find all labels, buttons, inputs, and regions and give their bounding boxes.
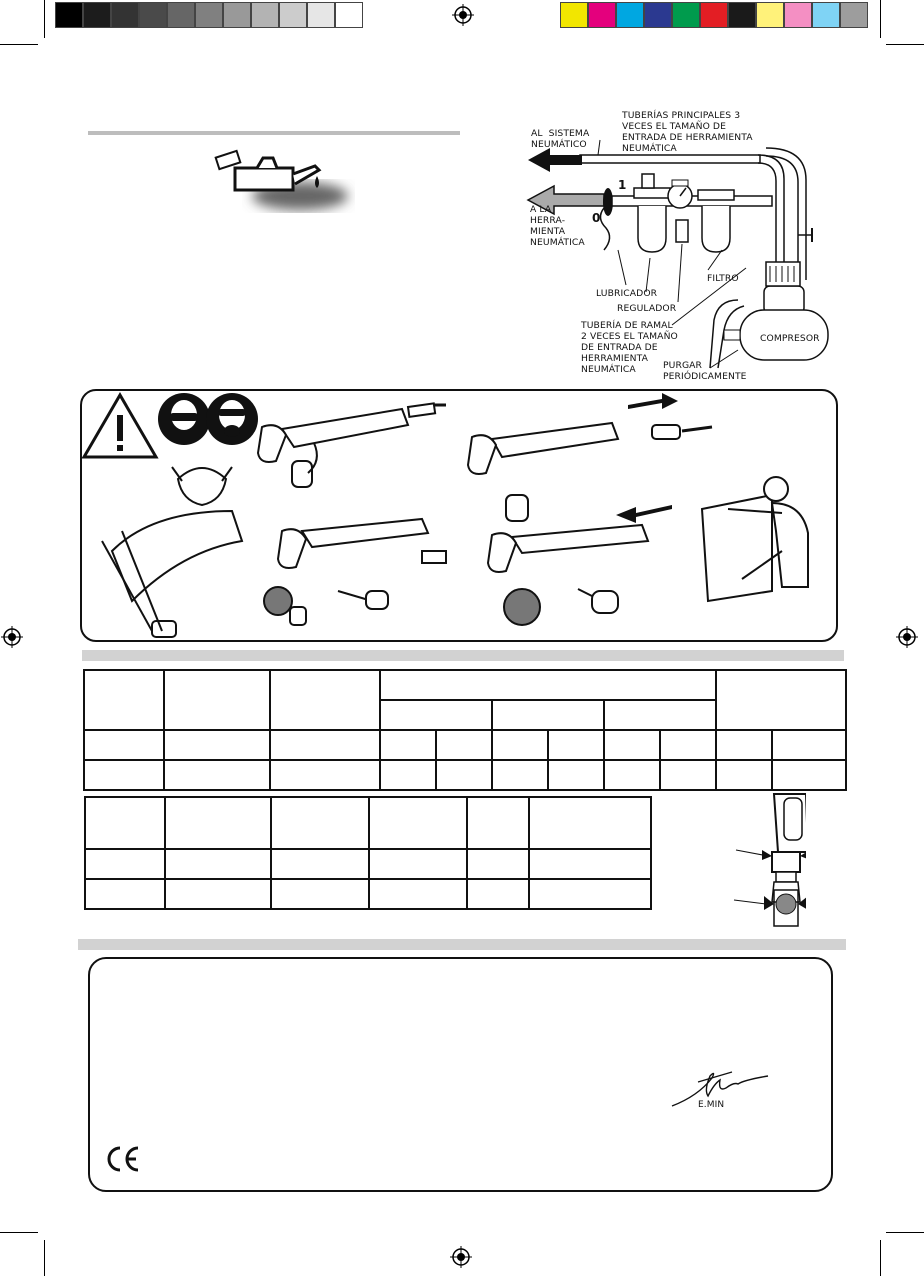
lubricator-label: LUBRICADOR [596, 288, 658, 299]
safety-goggles-icon [158, 393, 210, 445]
crop-mark [886, 1232, 924, 1233]
crop-mark [880, 0, 881, 38]
crop-mark [0, 1232, 38, 1233]
table-cell [548, 760, 604, 790]
collet-dimension-sketch [726, 792, 806, 932]
table-cell [164, 730, 270, 760]
table-cell [436, 760, 492, 790]
table-cell [660, 760, 716, 790]
gray-swatch [195, 2, 223, 28]
table-cell [85, 849, 165, 879]
ce-mark-icon [103, 1145, 141, 1173]
drain-label: PURGAR PERIÓDICAMENTE [663, 360, 747, 382]
color-swatch [756, 2, 784, 28]
crop-mark [886, 44, 924, 45]
table-cell [165, 797, 271, 849]
table-cell [772, 730, 846, 760]
table-cell [271, 879, 369, 909]
valve-on-label: 1 [618, 178, 627, 192]
warning-triangle-icon [84, 395, 156, 457]
table-cell [84, 730, 164, 760]
table-cell [369, 879, 467, 909]
oil-can-icon [205, 148, 355, 218]
color-swatch [840, 2, 868, 28]
registration-mark-icon [1, 626, 23, 648]
color-swatch [728, 2, 756, 28]
color-swatch [700, 2, 728, 28]
table-cell [492, 760, 548, 790]
color-swatch [560, 2, 588, 28]
spec-table-2 [84, 796, 652, 910]
table-cell [548, 730, 604, 760]
gray-swatch [111, 2, 139, 28]
to-system-label: AL SISTEMA NEUMÁTICO [531, 128, 590, 150]
table-cell [660, 730, 716, 760]
respirator-mask-icon [206, 393, 258, 445]
table-cell [604, 760, 660, 790]
table-cell [380, 730, 436, 760]
compressor-label: COMPRESOR [760, 333, 820, 344]
spec-table-1 [83, 669, 847, 791]
section-bar [78, 939, 846, 950]
color-swatch [672, 2, 700, 28]
crop-mark [44, 0, 45, 38]
table-cell [604, 700, 716, 730]
table-cell [529, 879, 651, 909]
gray-swatch [139, 2, 167, 28]
table-cell [467, 797, 529, 849]
gray-swatch [167, 2, 195, 28]
table-cell [369, 797, 467, 849]
table-cell [85, 879, 165, 909]
table-cell [716, 730, 772, 760]
color-swatch [784, 2, 812, 28]
color-swatch [588, 2, 616, 28]
table-cell [436, 730, 492, 760]
gray-swatch [251, 2, 279, 28]
crop-mark [880, 1240, 881, 1276]
table-cell [270, 760, 380, 790]
table-cell [164, 670, 270, 730]
gray-swatch [223, 2, 251, 28]
registration-mark-icon [452, 4, 474, 26]
table-cell [467, 879, 529, 909]
branch-pipe-label: TUBERÍA DE RAMAL 2 VECES EL TAMAÑO DE ENTRADA DE HERRAMIENTA NEUMÁTICA [581, 320, 678, 375]
gray-swatch [335, 2, 363, 28]
section-bar [82, 650, 844, 661]
registration-mark-icon [450, 1246, 472, 1268]
table-cell [271, 797, 369, 849]
color-swatch [616, 2, 644, 28]
table-cell [492, 700, 604, 730]
regulator-label: REGULADOR [617, 303, 677, 314]
table-cell [772, 760, 846, 790]
table-cell [84, 760, 164, 790]
table-cell [380, 670, 716, 700]
registration-mark-icon [896, 626, 918, 648]
table-cell [380, 700, 492, 730]
to-tool-label: A LA HERRA- MIENTA NEUMÁTICA [530, 204, 585, 248]
table-cell [529, 797, 651, 849]
table-cell [369, 849, 467, 879]
table-cell [165, 849, 271, 879]
color-swatch [644, 2, 672, 28]
section-rule [88, 131, 460, 135]
color-swatch [812, 2, 840, 28]
table-cell [604, 730, 660, 760]
dust-mask-icon [172, 467, 232, 505]
table-cell [84, 670, 164, 730]
valve-off-label: 0 [592, 211, 601, 225]
crop-mark [0, 44, 38, 45]
table-cell [716, 670, 846, 730]
table-cell [164, 760, 270, 790]
signature-name: E.MIN [698, 1100, 725, 1110]
table-cell [467, 849, 529, 879]
table-cell [85, 797, 165, 849]
table-cell [271, 849, 369, 879]
table-cell [380, 760, 436, 790]
filter-label: FILTRO [707, 273, 739, 284]
table-cell [716, 760, 772, 790]
table-cell [270, 670, 380, 730]
gray-swatch [83, 2, 111, 28]
table-cell [529, 849, 651, 879]
table-cell [165, 879, 271, 909]
crop-mark [44, 1240, 45, 1276]
usage-illustration-panel [80, 389, 838, 642]
gray-swatch [307, 2, 335, 28]
table-cell [492, 730, 548, 760]
main-pipes-label: TUBERÍAS PRINCIPALES 3 VECES EL TAMAÑO DE ENTRADA DE HERRAMIENTA NEUMÁTICA [622, 110, 753, 154]
gray-swatch [279, 2, 307, 28]
gray-swatch [55, 2, 83, 28]
table-cell [270, 730, 380, 760]
